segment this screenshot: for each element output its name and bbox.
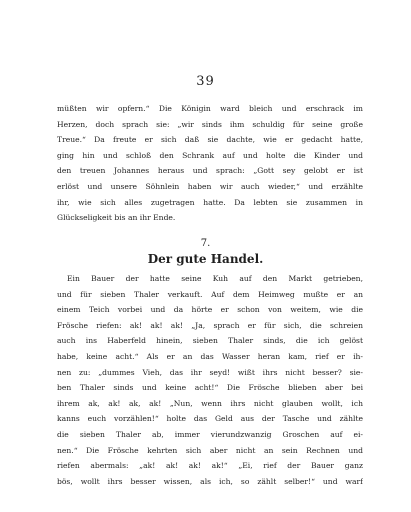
text-line: riefen abermals: „ak! ak! ak! ak!“ „Ei, rief der Bauer ganz: [57, 461, 363, 471]
chapter-title: Der gute Handel.: [147, 252, 264, 266]
text-line: den treuen Johannes heraus und sprach: „Gott sey gelobt er ist: [57, 166, 363, 176]
text-line: Frösche riefen: ak! ak! ak! „Ja, sprach er für sich, die schreien: [57, 320, 363, 330]
text-line: erlöst und unsere Söhnlein haben wir auch wieder,“ und erzählte: [57, 181, 363, 191]
chapter-number: 7.: [200, 238, 211, 249]
text-line: Herzen, doch sprach sie: „wir sinds ihm schuldig für seine große: [57, 119, 363, 129]
text-line: ihr, wie sich alles zugetragen hatte. Da lebten sie zusammen in: [57, 197, 363, 207]
text-line: Ein Bauer der hatte seine Kuh auf den Markt getrieben,: [67, 274, 363, 283]
text-line: habe, keine acht.“ Als er an das Wasser heran kam, rief er ih-: [57, 351, 363, 361]
page-number: 39: [196, 74, 215, 89]
text-line: Treue.“ Da freute er sich daß sie dachte, wie er gedacht hatte,: [57, 135, 363, 145]
paragraph-top: [57, 101, 363, 226]
text-line: einem Teich vorbei und da hörte er schon von weitem, wie die: [57, 305, 363, 315]
text-line: bös, wollt ihrs besser wissen, als ich, so zählt selber!“ und warf: [57, 476, 363, 486]
text-line: kanns euch vorzählen!“ holte das Geld aus der Tasche und zählte: [57, 414, 363, 424]
text-line: Glückseligkeit bis an ihr Ende.: [57, 213, 176, 223]
text-line: und für sieben Thaler verkauft. Auf dem Heimweg mußte er an: [57, 289, 363, 299]
text-line: ging hin und schloß den Schrank auf und holte die Kinder und: [57, 150, 363, 160]
text-line: die sieben Thaler ab, immer vierundzwanzig Groschen auf ei-: [57, 429, 363, 439]
text-line: ihrem ak, ak! ak, ak! „Nun, wenn ihrs nicht glauben wollt, ich: [57, 398, 363, 408]
text-line: auch ins Haberfeld hinein, sieben Thaler sinds, die ich gelöst: [57, 336, 363, 346]
paragraph-bottom: [57, 271, 363, 489]
text-line: müßten wir opfern.“ Die Königin ward bleich und erschrack im: [57, 104, 363, 113]
text-line: nen zu: „dummes Vieh, das ihr seyd! wißt ihrs nicht besser? sie-: [57, 367, 363, 377]
text-line: nen.“ Die Frösche kehrten sich aber nicht an sein Rechnen und: [57, 445, 363, 455]
text-line: ben Thaler sinds und keine acht!“ Die Frösche blieben aber bei: [57, 383, 363, 393]
